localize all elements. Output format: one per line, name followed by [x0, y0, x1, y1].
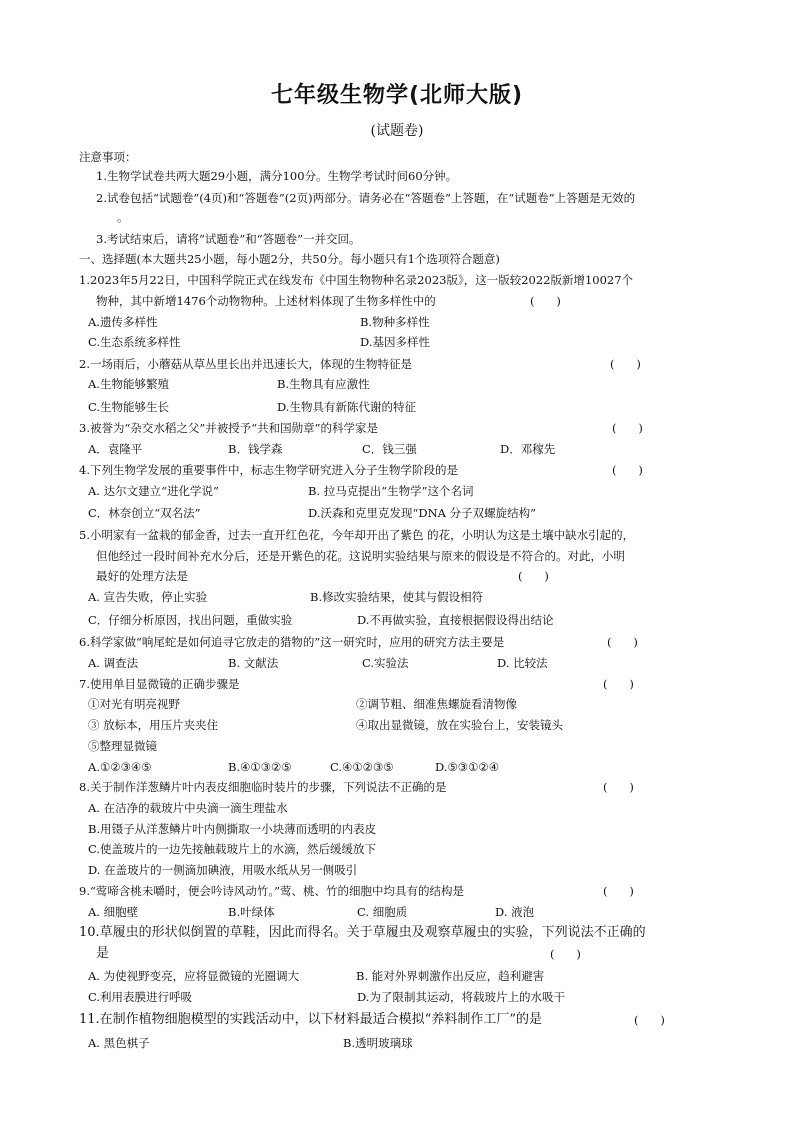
q5-option-c: C．仔细分析原因，找出问题，重做实验 — [88, 613, 293, 627]
q5-stem-2: 但他经过一段时间补充水分后，还是开紫色的花。这说明实验结果与原来的假设是不符合的。对此，小明 — [96, 549, 625, 563]
notes-item-3: 3.考试结束后，请将“试题卷”和“答题卷”一并交回。 — [96, 232, 361, 246]
q3-option-d: D．邓稼先 — [500, 442, 556, 456]
page-subtitle: (试题卷) — [370, 123, 424, 139]
q11-stem: 11.在制作植物细胞模型的实践活动中，以下材料最适合模拟“养料制作工厂”的是 — [79, 1012, 542, 1027]
q8-option-c: C.使盖玻片的一边先接触载玻片上的水滴，然后缓缓放下 — [88, 842, 377, 856]
q7-option-d: D.⑤③①②④ — [435, 760, 500, 774]
q2-answer-paren: ( ) — [610, 357, 641, 371]
q8-option-b: B.用镊子从洋葱鳞片叶内侧撕取一小块薄而透明的内表皮 — [88, 822, 377, 836]
q3-option-c: C．钱三强 — [362, 442, 417, 456]
q11-option-a: A. 黑色棋子 — [88, 1036, 150, 1050]
q7-option-a: A.①②③④⑤ — [88, 760, 152, 774]
q6-answer-paren: ( ) — [607, 635, 638, 649]
q2-option-c: C.生物能够生长 — [88, 400, 170, 414]
q9-option-c: C. 细胞质 — [357, 905, 408, 919]
notes-item-2: 2.试卷包括“试题卷”(4页)和“答题卷”(2页)两部分。请务必在“答题卷”上答题，在“试题卷”上答题是无效的 — [96, 191, 636, 205]
q8-option-a: A. 在洁净的载玻片中央滴一滴生理盐水 — [88, 801, 288, 815]
q5-option-b: B.修改实验结果，使其与假设相符 — [310, 590, 484, 604]
page-title: 七年级生物学(北师大版) — [270, 83, 524, 108]
q10-answer-paren: ( ) — [550, 947, 581, 961]
q6-option-d: D. 比较法 — [497, 656, 548, 670]
q9-answer-paren: ( ) — [603, 884, 634, 898]
q1-option-d: D.基因多样性 — [360, 335, 430, 349]
section-heading: 一、选择题(本大题共25小题，每小题2分，共50分。每小题只有1个选项符合题意) — [79, 252, 500, 266]
notes-heading: 注意事项： — [79, 150, 137, 164]
q3-answer-paren: ( ) — [612, 421, 643, 435]
q1-option-c: C.生态系统多样性 — [88, 335, 181, 349]
q7-step-5: ⑤整理显微镜 — [88, 739, 157, 753]
q5-stem-1: 5.小明家有一盆栽的郁金香，过去一直开红色花，今年却开出了紫色 的花，小明认为这是土壤中缺水引起的， — [79, 528, 635, 542]
q9-option-a: A. 细胞壁 — [88, 905, 139, 919]
q7-stem: 7.使用单目显微镜的正确步骤是 — [79, 677, 240, 691]
q1-option-a: A.遗传多样性 — [88, 315, 158, 329]
q1-stem-2: 物种，其中新增1476个动物物种。上述材料体现了生物多样性中的 — [96, 294, 436, 308]
q10-option-d: D.为了限制其运动，将载玻片上的水吸干 — [357, 990, 565, 1004]
q10-option-a: A. 为使视野变亮，应将显微镜的光圈调大 — [88, 969, 300, 983]
q7-answer-paren: ( ) — [603, 677, 634, 691]
q2-stem: 2.一场雨后，小蘑菇从草丛里长出并迅速长大，体现的生物特征是 — [79, 357, 412, 371]
notes-item-2-cont: 。 — [117, 210, 129, 224]
q3-option-b: B．钱学森 — [228, 442, 283, 456]
q1-answer-paren: ( ) — [530, 294, 561, 308]
q7-step-2: ②调节粗、细准焦螺旋看清物像 — [356, 697, 517, 711]
notes-item-1: 1.生物学试卷共两大题29小题，满分100分。生物学考试时间60分钟。 — [96, 169, 458, 183]
q4-option-b: B. 拉马克提出“生物学”这个名词 — [308, 484, 474, 498]
q7-option-c: C.④①②③⑤ — [330, 760, 394, 774]
q3-stem: 3.被誉为“杂交水稻之父”并被授予“共和国勋章”的科学家是 — [79, 421, 378, 435]
q4-option-a: A. 达尔文建立“进化学说” — [88, 484, 219, 498]
q2-option-a: A.生物能够繁殖 — [88, 377, 169, 391]
q7-step-1: ①对光有明亮视野 — [88, 697, 180, 711]
q4-stem: 4.下列生物学发展的重要事件中，标志生物学研究进入分子生物学阶段的是 — [79, 463, 458, 477]
q10-option-b: B. 能对外界刺激作出反应，趋利避害 — [356, 969, 545, 983]
q10-option-c: C.利用表膜进行呼吸 — [88, 990, 193, 1004]
q11-option-b: B.透明玻璃球 — [343, 1036, 413, 1050]
q6-stem: 6.科学家做“响尾蛇是如何追寻它放走的猎物的”这一研究时，应用的研究方法主要是 — [79, 635, 505, 649]
q4-answer-paren: ( ) — [612, 463, 643, 477]
q9-stem: 9.“莺啼含桃未嚼时，便会吟诗风动竹。”莺、桃、竹的细胞中均具有的结构是 — [79, 884, 464, 898]
q7-step-3: ③ 放标本，用压片夹夹住 — [88, 718, 219, 732]
q6-option-c: C.实验法 — [362, 656, 409, 670]
q10-stem-2: 是 — [96, 946, 110, 961]
q7-step-4: ④取出显微镜，放在实验台上，安装镜头 — [356, 718, 563, 732]
q8-stem: 8.关于制作洋葱鳞片叶内表皮细胞临时装片的步骤，下列说法不正确的是 — [79, 780, 447, 794]
q8-option-d: D. 在盖玻片的一侧滴加碘液，用吸水纸从另一侧吸引 — [88, 863, 358, 877]
q5-option-d: D.不再做实验，直接根据假设得出结论 — [357, 613, 554, 627]
q4-option-d: D.沃森和克里克发现“DNA 分子双螺旋结构” — [308, 506, 536, 520]
q4-option-c: C．林奈创立“双名法” — [88, 506, 201, 520]
q9-option-d: D. 液泡 — [495, 905, 535, 919]
q7-option-b: B.④①③②⑤ — [228, 760, 292, 774]
q8-answer-paren: ( ) — [603, 780, 634, 794]
q6-option-b: B. 文献法 — [228, 656, 279, 670]
q1-option-b: B.物种多样性 — [360, 315, 430, 329]
q5-answer-paren: ( ) — [518, 569, 549, 583]
q5-stem-3: 最好的处理方法是 — [96, 569, 188, 583]
q6-option-a: A. 调查法 — [88, 656, 139, 670]
q1-stem-1: 1.2023年5月22日，中国科学院正式在线发布《中国生物物种名录2023版》，这一版较2022版新增10027个 — [79, 273, 634, 287]
q5-option-a: A. 宣告失败，停止实验 — [88, 590, 208, 604]
q2-option-b: B.生物具有应激性 — [277, 377, 370, 391]
q2-option-d: D.生物具有新陈代谢的特征 — [277, 400, 416, 414]
q11-answer-paren: ( ) — [634, 1013, 665, 1027]
q10-stem-1: 10.草履虫的形状似倒置的草鞋，因此而得名。关于草履虫及观察草履虫的实验，下列说法不正确的 — [79, 925, 646, 940]
q9-option-b: B.叶绿体 — [228, 905, 275, 919]
q3-option-a: A．袁隆平 — [88, 442, 143, 456]
